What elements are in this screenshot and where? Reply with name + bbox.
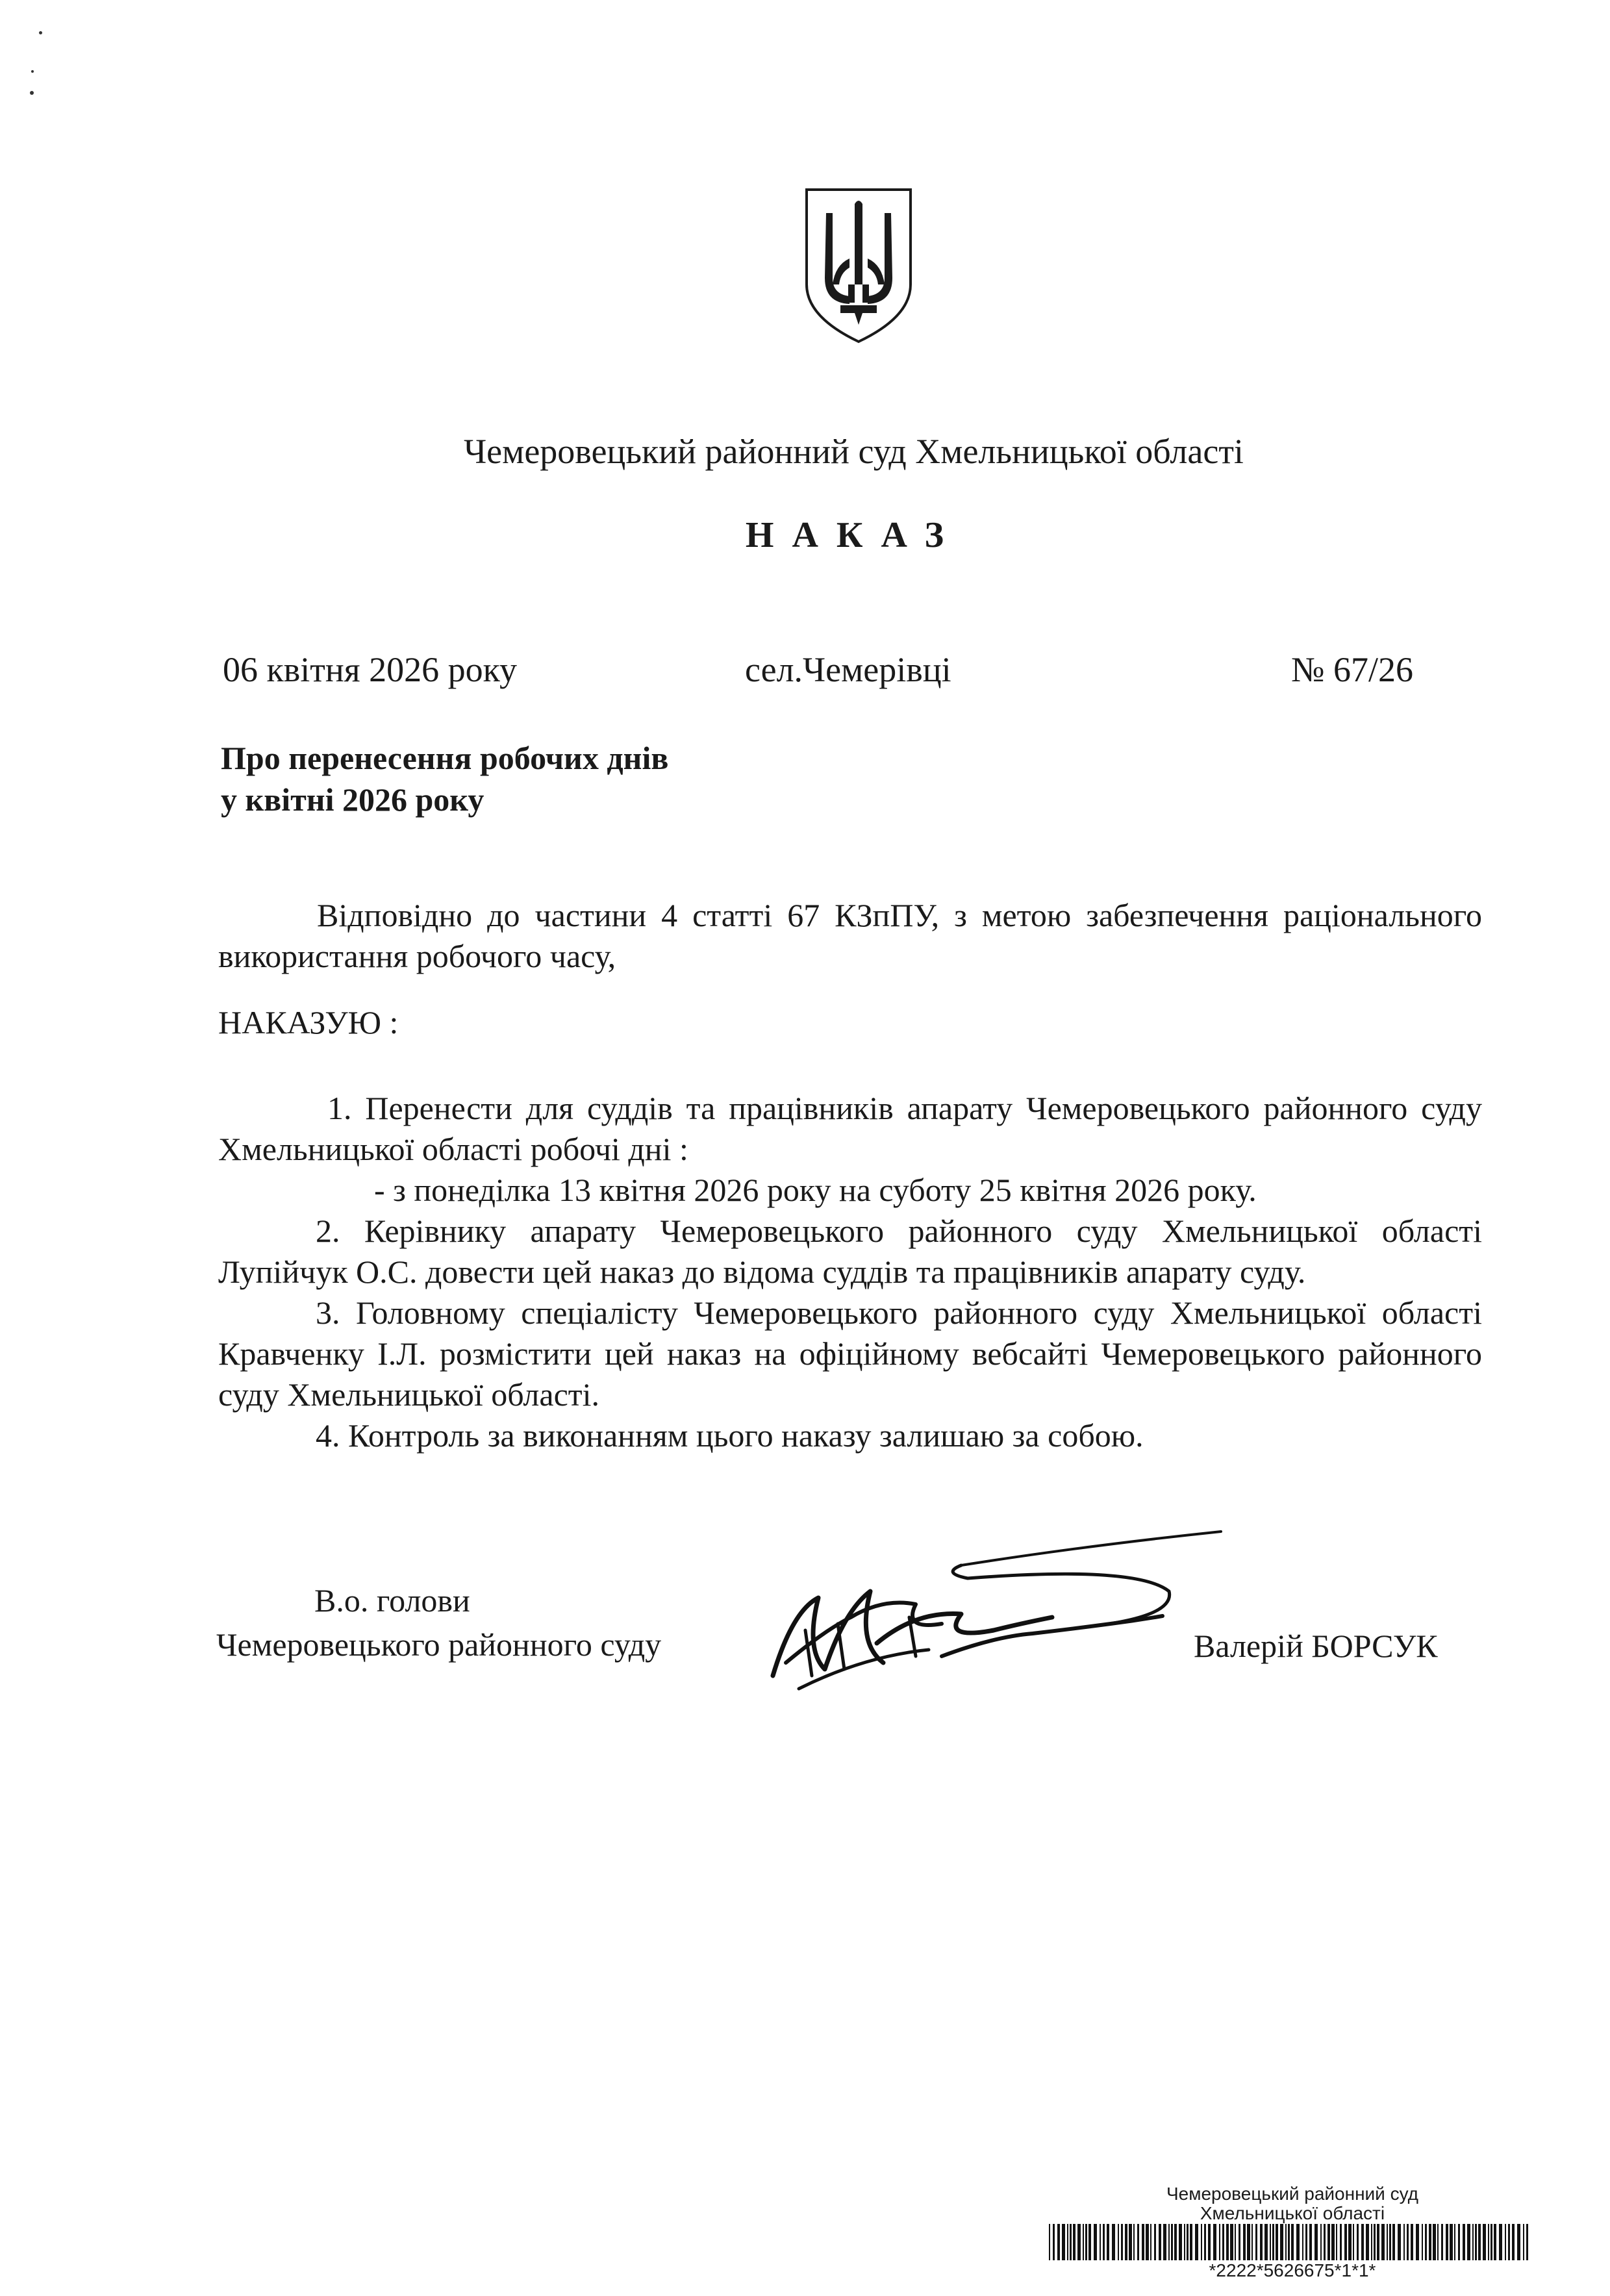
barcode-bar	[1441, 2224, 1443, 2260]
barcode-bar	[1239, 2224, 1240, 2260]
barcode-bar	[1494, 2224, 1496, 2260]
subject-line: Про перенесення робочих днів	[221, 740, 669, 776]
barcode-bar	[1154, 2224, 1156, 2260]
order-subitem: - з понеділка 13 квітня 2026 року на суботу 25 квітня 2026 року.	[374, 1172, 1257, 1208]
document-place: сел.Чемерівці	[745, 650, 951, 689]
barcode-text: *2222*5626675*1*1*	[1209, 2260, 1376, 2280]
barcode-bar	[1374, 2224, 1376, 2260]
document-number: № 67/26	[1291, 650, 1414, 689]
barcode-bar	[1184, 2224, 1185, 2260]
barcode-bar	[1366, 2224, 1369, 2260]
scan-speck	[31, 70, 34, 73]
barcode-bar	[1458, 2224, 1460, 2260]
barcode-bar	[1377, 2224, 1379, 2260]
barcode-bar	[1053, 2224, 1055, 2260]
barcode-bar	[1264, 2224, 1268, 2260]
barcode-bar	[1070, 2224, 1072, 2260]
barcode-bar	[1407, 2224, 1409, 2260]
barcode-bar	[1478, 2224, 1481, 2260]
barcode-bar	[1073, 2224, 1075, 2260]
barcode-bar	[1340, 2224, 1342, 2260]
barcode-bar	[1121, 2224, 1123, 2260]
barcode-bar	[1437, 2224, 1439, 2260]
barcode-bar	[1348, 2224, 1352, 2260]
barcode-bar	[1179, 2224, 1182, 2260]
scan-speck	[30, 91, 34, 95]
barcode-bar	[1483, 2224, 1486, 2260]
barcode-bar	[1187, 2224, 1189, 2260]
barcode-bar	[1133, 2224, 1135, 2260]
barcode-bar	[1243, 2224, 1246, 2260]
barcode-bar	[1526, 2224, 1528, 2260]
barcode-bar	[1285, 2224, 1287, 2260]
barcode-bar	[1159, 2224, 1161, 2260]
barcode-bar	[1392, 2224, 1395, 2260]
barcode-bar	[1429, 2224, 1431, 2260]
barcode-bar	[1100, 2224, 1101, 2260]
barcode-bar	[1201, 2224, 1202, 2260]
barcode-bar	[1260, 2224, 1263, 2260]
barcode-bar	[1398, 2224, 1401, 2260]
barcode-bar	[1270, 2224, 1271, 2260]
barcode-bar	[1450, 2224, 1453, 2260]
barcode-bar	[1146, 2224, 1149, 2260]
barcode-bar	[1219, 2224, 1220, 2260]
signer-position: В.о. голови	[314, 1582, 470, 1619]
barcode-bar	[1505, 2224, 1506, 2260]
barcode-bar	[1280, 2224, 1283, 2260]
signer-organization: Чемеровецького районного суду	[216, 1626, 662, 1663]
barcode-bar	[1331, 2224, 1335, 2260]
barcode-bar	[1302, 2224, 1303, 2260]
barcode-bar	[1213, 2224, 1216, 2260]
barcode-bar	[1389, 2224, 1391, 2260]
barcode-bar	[1235, 2224, 1236, 2260]
barcode-bar	[1255, 2224, 1257, 2260]
barcode-bar	[1163, 2224, 1166, 2260]
barcode-bar	[1129, 2224, 1132, 2260]
barcode-bar	[1049, 2224, 1050, 2260]
barcode-bar	[1118, 2224, 1119, 2260]
court-name-heading: Чемеровецький районний суд Хмельницької області	[464, 432, 1244, 471]
barcode-bar	[1314, 2224, 1318, 2260]
barcode-bar	[1142, 2224, 1144, 2260]
barcode-bar	[1475, 2224, 1477, 2260]
barcode-bar	[1195, 2224, 1198, 2260]
barcode-bar	[1094, 2224, 1097, 2260]
registry-stamp-court: Чемеровецький районний суд	[1166, 2184, 1419, 2204]
barcode-bar	[1523, 2224, 1524, 2260]
barcode-bar	[1222, 2224, 1224, 2260]
signer-name: Валерій БОРСУК	[1194, 1628, 1438, 1664]
barcode-bar	[1327, 2224, 1330, 2260]
barcode-bar	[1305, 2224, 1307, 2260]
order-item: 3. Головному спеціалісту Чемеровецького районного суду Хмельницької області Кравченку І.Л. розмістити цей наказ на офіційному вебсайті Чемеровецького районного суду Хмельницької області.	[218, 1294, 1482, 1413]
barcode-bar	[1288, 2224, 1290, 2260]
barcode-bar	[1296, 2224, 1300, 2260]
barcode-bar	[1272, 2224, 1274, 2260]
preamble-paragraph: Відповідно до частини 4 статті 67 КЗпПУ, з метою забезпечення раціонального використання робочого часу,	[218, 897, 1482, 974]
barcode-bar	[1463, 2224, 1465, 2260]
barcode-bar	[1107, 2224, 1109, 2260]
barcode-bar	[1512, 2224, 1515, 2260]
order-item: 4. Контроль за виконанням цього наказу залишаю за собою.	[316, 1417, 1144, 1454]
document-subject	[221, 737, 870, 820]
document-date: 06 квітня 2026 року	[223, 650, 518, 689]
order-keyword: НАКАЗУЮ :	[218, 1004, 399, 1041]
barcode-bar	[1226, 2224, 1229, 2260]
barcode-bar	[1085, 2224, 1087, 2260]
barcode-bar	[1083, 2224, 1084, 2260]
barcode-bar	[1508, 2224, 1510, 2260]
barcode-bar	[1320, 2224, 1322, 2260]
barcode-bar	[1190, 2224, 1192, 2260]
barcode-bar	[1067, 2224, 1068, 2260]
barcode-bar	[1324, 2224, 1326, 2260]
barcode-bar	[1371, 2224, 1372, 2260]
barcode-bar	[1150, 2224, 1151, 2260]
barcode-bar	[1467, 2224, 1470, 2260]
registry-stamp-region: Хмельницької області	[1200, 2203, 1385, 2223]
order-items	[218, 1088, 1482, 1456]
barcode-bar	[1112, 2224, 1115, 2260]
barcode-bar	[1103, 2224, 1105, 2260]
barcode-bar	[1247, 2224, 1250, 2260]
barcode-bar	[1336, 2224, 1337, 2260]
barcode-bar	[1491, 2224, 1492, 2260]
barcode-bar	[1425, 2224, 1427, 2260]
barcode-bar	[1168, 2224, 1170, 2260]
barcode	[1049, 2224, 1529, 2260]
barcode-bar	[1416, 2224, 1419, 2260]
barcode-bar	[1230, 2224, 1233, 2260]
scan-speck	[39, 31, 42, 34]
barcode-bar	[1488, 2224, 1489, 2260]
handwritten-signature	[747, 1500, 1240, 1708]
barcode-bar	[1499, 2224, 1502, 2260]
barcode-bar	[1062, 2224, 1065, 2260]
barcode-bar	[1344, 2224, 1347, 2260]
barcode-bar	[1361, 2224, 1364, 2260]
barcode-bar	[1422, 2224, 1423, 2260]
barcode-bar	[1433, 2224, 1436, 2260]
order-item: 1. Перенести для суддів та працівників апарату Чемеровецького районного суду Хмельницької області робочі дні :	[218, 1090, 1482, 1167]
barcode-bar	[1252, 2224, 1253, 2260]
barcode-bar	[1517, 2224, 1520, 2260]
barcode-bar	[1446, 2224, 1448, 2260]
trident-emblem-icon	[803, 187, 914, 344]
barcode-bar	[1137, 2224, 1139, 2260]
barcode-bar	[1309, 2224, 1312, 2260]
barcode-bar	[1403, 2224, 1405, 2260]
barcode-bar	[1174, 2224, 1177, 2260]
order-item: 2. Керівнику апарату Чемеровецького районного суду Хмельницької області Лупійчук О.С. довести цей наказ до відома суддів та працівників апарату суду.	[218, 1213, 1482, 1290]
barcode-bar	[1387, 2224, 1388, 2260]
barcode-bar	[1411, 2224, 1413, 2260]
barcode-bar	[1381, 2224, 1385, 2260]
barcode-bar	[1276, 2224, 1278, 2260]
barcode-bar	[1204, 2224, 1206, 2260]
barcode-bar	[1353, 2224, 1354, 2260]
barcode-bar	[1171, 2224, 1173, 2260]
document-title: НАКАЗ	[745, 515, 962, 555]
barcode-bar	[1077, 2224, 1081, 2260]
barcode-bar	[1208, 2224, 1211, 2260]
barcode-bar	[1357, 2224, 1359, 2260]
barcode-bar	[1472, 2224, 1474, 2260]
barcode-bar	[1088, 2224, 1091, 2260]
barcode-bar	[1125, 2224, 1127, 2260]
barcode-bar	[1291, 2224, 1294, 2260]
barcode-bar	[1057, 2224, 1060, 2260]
barcode-bar	[1454, 2224, 1455, 2260]
subject-line: у квітні 2026 року	[221, 781, 484, 818]
